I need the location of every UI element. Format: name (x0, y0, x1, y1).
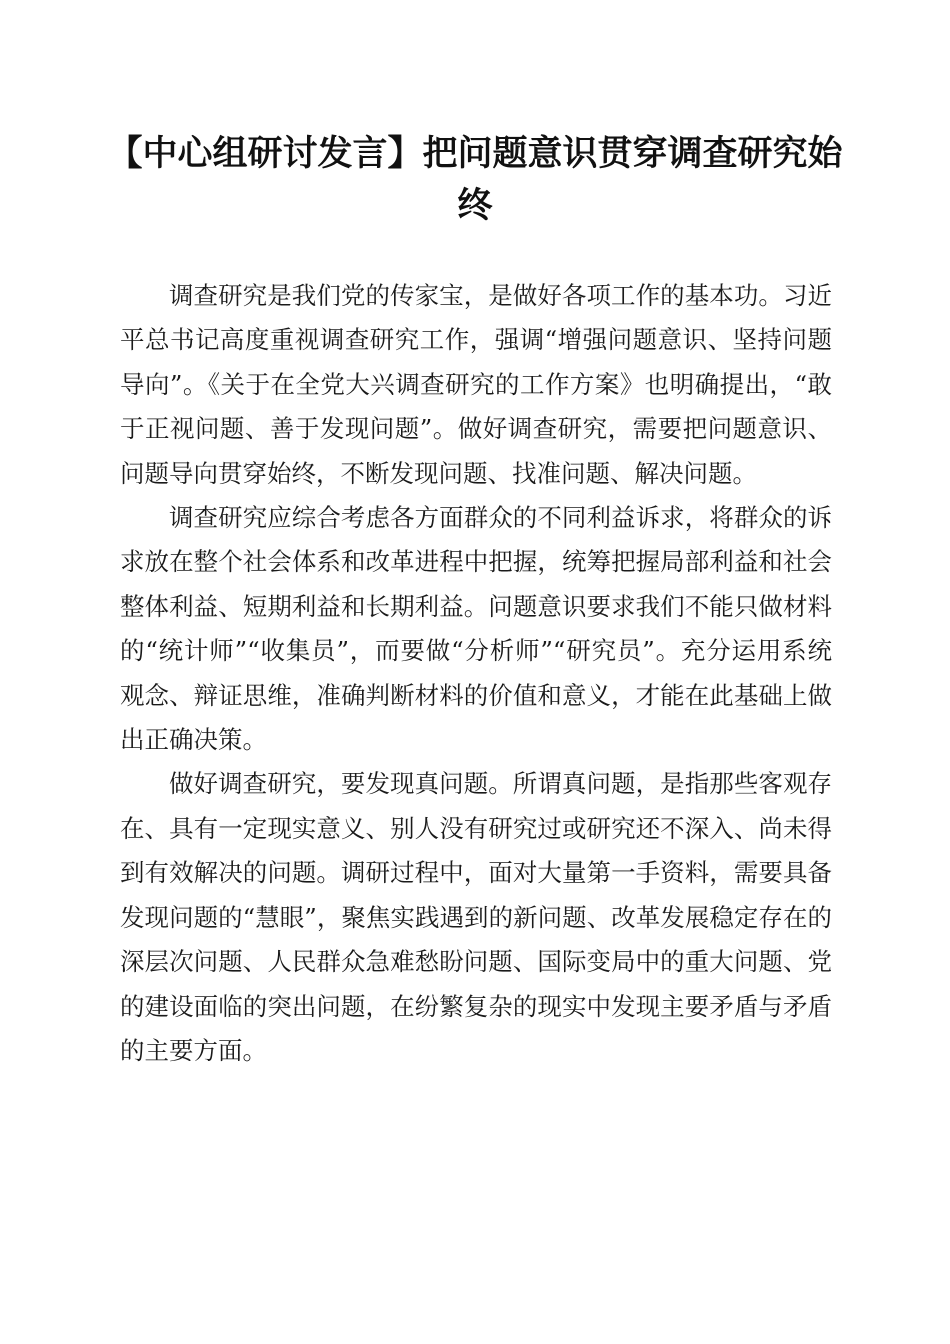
document-title: 【中心组研讨发言】把问题意识贯穿调查研究始终 (107, 133, 843, 226)
paragraph: 调查研究应综合考虑各方面群众的不同利益诉求，将群众的诉求放在整个社会体系和改革进程中把握，统筹把握局部利益和社会整体利益、短期利益和长期利益。问题意识要求我们不能只做材料的“统计师”“收集员”，而要做“分析师”“研究员”。充分运用系统观念、辩证思维，准确判断材料的价值和意义，才能在此基础上做出正确决策。 (120, 503, 832, 755)
paragraph: 做好调查研究，要发现真问题。所谓真问题，是指那些客观存在、具有一定现实意义、别人没有研究过或研究还不深入、尚未得到有效解决的问题。调研过程中，面对大量第一手资料，需要具备发现问题的“慧眼”，聚焦实践遇到的新问题、改革发展稳定存在的深层次问题、人民群众急难愁盼问题、国际变局中的重大问题、党的建设面临的突出问题，在纷繁复杂的现实中发现主要矛盾与矛盾的主要方面。 (120, 769, 832, 1065)
document-body (120, 274, 832, 1073)
paragraph: 调查研究是我们党的传家宝，是做好各项工作的基本功。习近平总书记高度重视调查研究工作，强调“增强问题意识、坚持问题导向”。《关于在全党大兴调查研究的工作方案》也明确提出，“敢于正视问题、善于发现问题”。做好调查研究，需要把问题意识、问题导向贯穿始终，不断发现问题、找准问题、解决问题。 (120, 281, 832, 488)
